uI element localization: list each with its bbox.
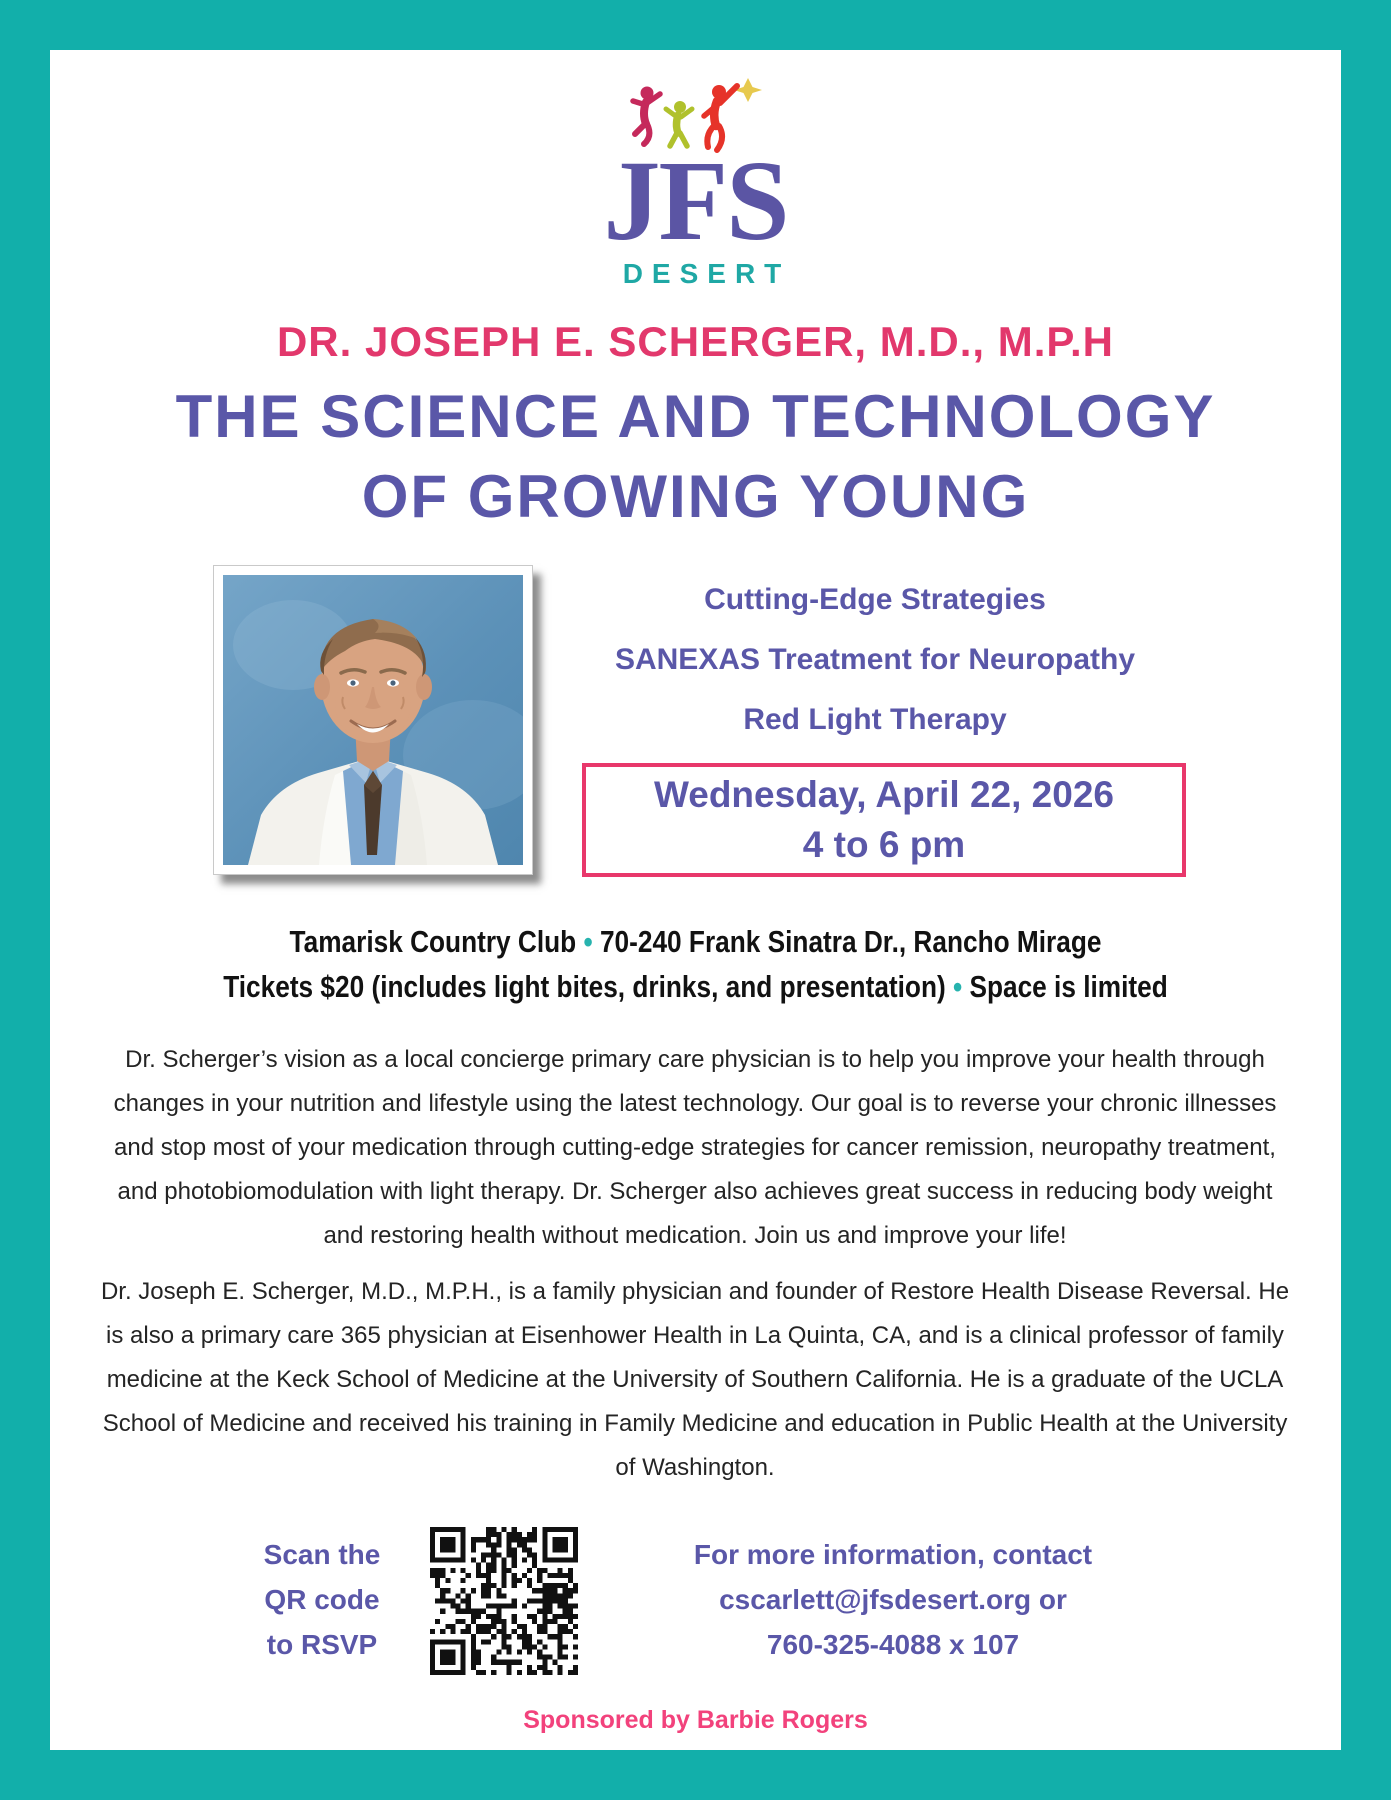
highlight-item: Red Light Therapy: [743, 703, 1007, 736]
contact-intro: For more information, contact: [693, 1539, 1093, 1570]
speaker-portrait: [213, 565, 533, 875]
contact-email: cscarlett@jfsdesert.org or: [719, 1584, 1067, 1615]
scan-label-line: QR code: [264, 1584, 380, 1615]
venue-name: Tamarisk Country Club: [289, 925, 577, 959]
highlight-item: SANEXAS Treatment for Neuropathy: [614, 643, 1136, 676]
space-limited-note: Space is limited: [969, 970, 1168, 1004]
event-date-box: [582, 763, 1186, 877]
tickets-line: [97, 970, 1293, 1005]
bullet-separator: •: [953, 970, 963, 1004]
event-date: Wednesday, April 22, 2026: [654, 774, 1114, 815]
venue-address: 70-240 Frank Sinatra Dr., Rancho Mirage: [599, 925, 1102, 959]
scan-label-line: to RSVP: [266, 1629, 378, 1660]
scan-label-line: Scan the: [263, 1539, 381, 1570]
vision-paragraph: Dr. Scherger’s vision as a local concierge primary care physician is to help you improve your health through changes in your nutrition and lifestyle using the latest technology. Our goal is to reverse your chronic illnesses and stop most of your medication through cutting-edge strategies for cancer remission, neuropathy treatment, and photobiomodulation with light therapy. Dr. Scherger also achieves great success in reducing body weight and restoring health without medication. Join us and improve your life!: [113, 1046, 1277, 1249]
event-time: 4 to 6 pm: [802, 824, 966, 865]
bullet-separator: •: [583, 925, 593, 959]
scan-qr-label: [232, 1532, 412, 1667]
gold-star-icon: [734, 78, 762, 102]
sponsor-credit: Sponsored by Barbie Rogers: [523, 1706, 868, 1734]
contact-phone: 760-325-4088 x 107: [766, 1629, 1020, 1660]
ticket-info: Tickets $20 (includes light bites, drinks, and presentation): [223, 970, 946, 1004]
highlights-list: [560, 570, 1190, 750]
jfs-logo-text: JFS: [603, 137, 788, 264]
highlight-item: Cutting-Edge Strategies: [704, 583, 1046, 616]
bio-paragraph: Dr. Joseph E. Scherger, M.D., M.P.H., is a family physician and founder of Restore Health Disease Reversal. He is also a primary care 365 physician at Eisenhower Health in La Quinta, CA, and is a clinical professor of family medicine at the Keck School of Medicine at the University of Southern California. He is a graduate of the UCLA School of Medicine and received his training in Family Medicine and education in Public Health at the University of Washington.: [100, 1278, 1290, 1481]
contact-info: [618, 1532, 1168, 1667]
qr-code: [430, 1527, 578, 1675]
flyer-background: [50, 50, 1341, 1750]
speaker-name-title: DR. JOSEPH E. SCHERGER, M.D., M.P.H: [276, 318, 1115, 365]
venue-line: [97, 925, 1293, 960]
event-title-line1: THE SCIENCE AND TECHNOLOGY: [175, 383, 1216, 450]
event-title-line2: OF GROWING YOUNG: [361, 463, 1030, 530]
jfs-logo-region: DESERT: [622, 258, 791, 289]
